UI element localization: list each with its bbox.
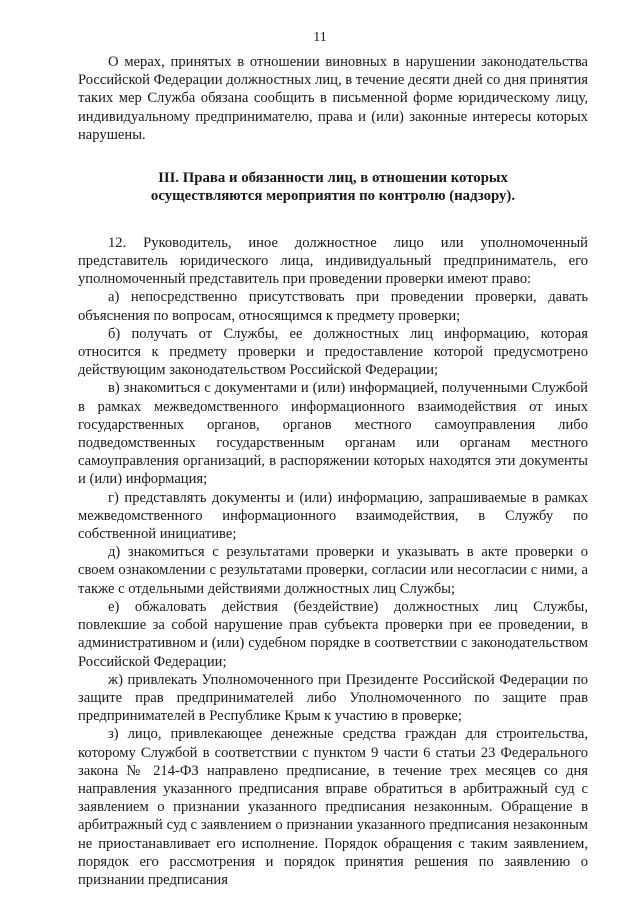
paragraph-item-b: б) получать от Службы, ее должностных лиц информацию, которая относится к предмету проверки и предоставление которой предусмотрено действующим законодательством Российской Федерации; — [78, 325, 588, 379]
paragraph-item-z: з) лицо, привлекающее денежные средства граждан для строительства, которому Службой в соответствии с пунктом 9 части 6 статьи 23 Федерального закона № 214-ФЗ направлено предписание, в течение трех месяцев со дня направления указанного предписания вправе обратиться в арбитражный суд с заявлением о признании указанного предписания незаконным. Обращение в арбитражный суд с заявлением о признании указанного предписания незаконным не приостанавливает его исполнение. Порядок обращения с таким заявлением, порядок его рассмотрения и порядок принятия решения по заявлению о признании предписания — [78, 726, 588, 888]
section-heading-line-2: осуществляются мероприятия по контролю (надзору). — [150, 188, 516, 205]
page-number: 11 — [313, 30, 327, 45]
paragraph-item-v: в) знакомиться с документами и (или) информацией, полученными Службой в рамках межведомственного информационного взаимодействия от иных государственных органов, органов местного самоуправления либо подведомственных государственным органам или органам местного самоуправления организаций, в распоряжении которых находятся эти документы и (или) информация; — [78, 380, 588, 488]
intro-paragraph: О мерах, принятых в отношении виновных в нарушении законодательства Российской Федерации должностных лиц, в течение десяти дней со дня принятия таких мер Служба обязана сообщить в письменной форме юридическому лицу, индивидуальному предпринимателю, права и (или) законные интересы которых нарушены. — [78, 54, 588, 143]
paragraph-item-a: а) непосредственно присутствовать при проведении проверки, давать объяснения по вопросам, относящимся к предмету проверки; — [78, 289, 588, 324]
paragraph-item-g: г) представлять документы и (или) информацию, запрашиваемые в рамках межведомственного информационного взаимодействия, в Службу по собственной инициативе; — [78, 489, 588, 543]
section-heading — [78, 169, 588, 206]
section-heading-line-1: III. Права и обязанности лиц, в отношении которых — [158, 170, 508, 187]
paragraph-12: 12. Руководитель, иное должностное лицо или уполномоченный представитель юридического лица, индивидуальный предприниматель, его уполномоченный представитель при проведении проверки имеют право: — [78, 234, 588, 288]
paragraph-item-e: е) обжаловать действия (бездействие) должностных лиц Службы, повлекшие за собой нарушение прав субъекта проверки при ее проведении, в административном и (или) судебном порядке в соответствии с законодательством Российской Федерации; — [78, 598, 588, 670]
document-body — [78, 53, 588, 889]
paragraph-item-zh: ж) привлекать Уполномоченного при Президенте Российской Федерации по защите прав предпринимателей либо Уполномоченного по защите прав предпринимателей в Республике Крым к участию в проверке; — [78, 671, 588, 725]
paragraph-item-d: д) знакомиться с результатами проверки и указывать в акте проверки о своем ознакомлении с результатами проверки, согласии или несогласии с ними, а также с отдельными действиями должностных лиц Службы; — [78, 544, 588, 597]
